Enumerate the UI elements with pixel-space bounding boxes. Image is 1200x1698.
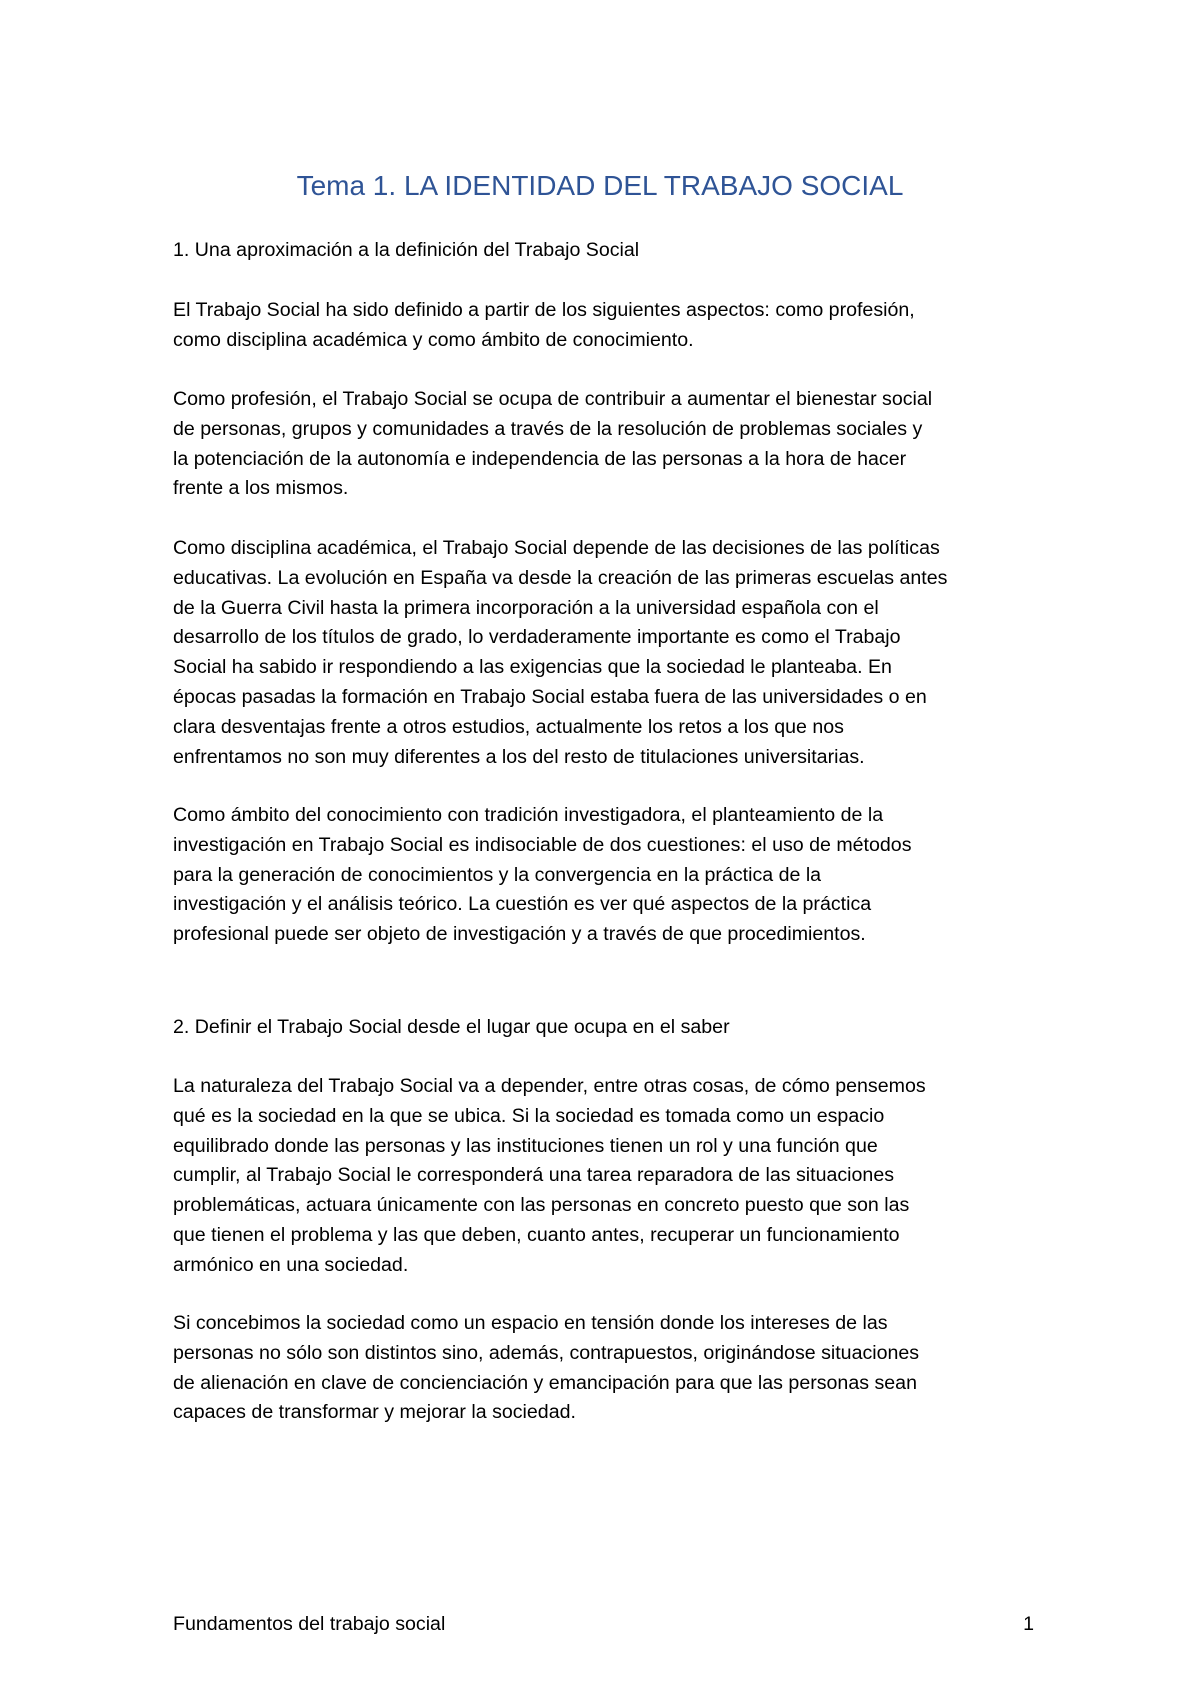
paragraph-line: Si concebimos la sociedad como un espacio en tensión donde los intereses de las: [173, 1312, 888, 1334]
paragraph-line: Como ámbito del conocimiento con tradición investigadora, el planteamiento de la: [173, 804, 884, 826]
paragraph-line: qué es la sociedad en la que se ubica. Si la sociedad es tomada como un espacio: [173, 1104, 885, 1127]
section-2-heading: 2. Definir el Trabajo Social desde el lugar que ocupa en el saber: [173, 1016, 730, 1038]
paragraph-line: para la generación de conocimientos y la convergencia en la práctica de la: [173, 863, 822, 886]
paragraph-line: Como profesión, el Trabajo Social se ocupa de contribuir a aumentar el bienestar social: [173, 388, 933, 410]
paragraph-line: profesional puede ser objeto de investigación y a través de que procedimientos.: [173, 923, 866, 946]
paragraph-line: cumplir, al Trabajo Social le corresponderá una tarea reparadora de las situaciones: [173, 1164, 895, 1187]
paragraph-line: de alienación en clave de concienciación y emancipación para que las personas sean: [173, 1371, 917, 1394]
section-1-paragraph-1: [173, 296, 1033, 356]
paragraph-line: desarrollo de los títulos de grado, lo verdaderamente importante es como el Trabajo: [173, 626, 901, 649]
paragraph-line: El Trabajo Social ha sido definido a partir de los siguientes aspectos: como profesión,: [173, 299, 915, 321]
paragraph-line: Social ha sabido ir respondiendo a las exigencias que la sociedad le planteaba. En: [173, 656, 892, 679]
paragraph-line: de la Guerra Civil hasta la primera incorporación a la universidad española con el: [173, 596, 879, 619]
paragraph-line: capaces de transformar y mejorar la sociedad.: [173, 1401, 576, 1424]
paragraph-line: Como disciplina académica, el Trabajo Social depende de las decisiones de las políticas: [173, 537, 940, 559]
paragraph-line: personas no sólo son distintos sino, además, contrapuestos, originándose situaciones: [173, 1341, 920, 1364]
paragraph-line: problemáticas, actuara únicamente con las personas en concreto puesto que son las: [173, 1194, 910, 1217]
section-1-paragraph-3: [173, 534, 1033, 772]
paragraph-line: enfrentamos no son muy diferentes a los del resto de titulaciones universitarias.: [173, 745, 865, 768]
paragraph-line: educativas. La evolución en España va desde la creación de las primeras escuelas antes: [173, 566, 948, 589]
section-1-paragraph-2: [173, 385, 1033, 504]
page-number: 1: [1023, 1613, 1034, 1635]
paragraph-line: frente a los mismos.: [173, 477, 349, 500]
paragraph-line: armónico en una sociedad.: [173, 1253, 409, 1276]
paragraph-line: épocas pasadas la formación en Trabajo Social estaba fuera de las universidades o en: [173, 685, 927, 708]
section-1-heading: 1. Una aproximación a la definición del Trabajo Social: [173, 239, 640, 261]
paragraph-line: investigación en Trabajo Social es indisociable de dos cuestiones: el uso de métodos: [173, 833, 912, 856]
footer-title: Fundamentos del trabajo social: [173, 1613, 446, 1635]
section-2-paragraph-2: [173, 1309, 1033, 1428]
paragraph-line: La naturaleza del Trabajo Social va a depender, entre otras cosas, de cómo pensemos: [173, 1075, 926, 1097]
section-2-paragraph-1: [173, 1072, 1033, 1281]
paragraph-line: la potenciación de la autonomía e independencia de las personas a la hora de hacer: [173, 447, 907, 470]
section-1-paragraph-4: [173, 801, 1033, 950]
paragraph-line: que tienen el problema y las que deben, cuanto antes, recuperar un funcionamiento: [173, 1223, 900, 1246]
paragraph-line: equilibrado donde las personas y las instituciones tienen un rol y una función que: [173, 1134, 878, 1157]
document-title: Tema 1. LA IDENTIDAD DEL TRABAJO SOCIAL: [296, 170, 904, 201]
paragraph-line: como disciplina académica y como ámbito de conocimiento.: [173, 328, 694, 351]
paragraph-line: clara desventajas frente a otros estudios, actualmente los retos a los que nos: [173, 715, 844, 738]
paragraph-line: investigación y el análisis teórico. La cuestión es ver qué aspectos de la práctica: [173, 893, 872, 916]
paragraph-line: de personas, grupos y comunidades a través de la resolución de problemas sociales y: [173, 417, 923, 440]
